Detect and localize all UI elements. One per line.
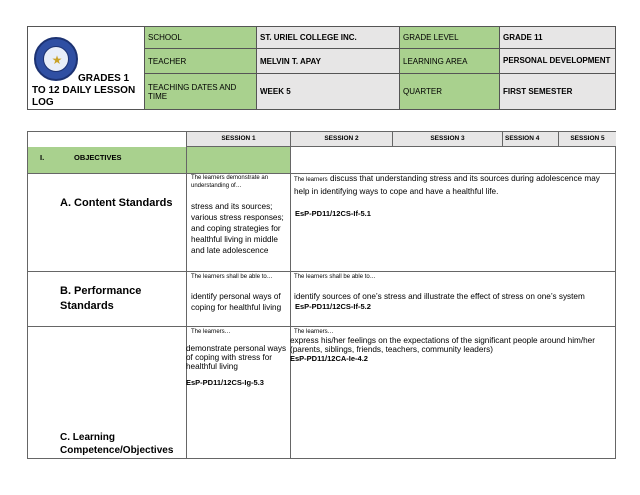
teacher-label: TEACHER <box>145 49 257 74</box>
teaching-dates-label: TEACHING DATES AND TIME <box>145 74 257 109</box>
performance-standards-s1-intro: The learners shall be able to… <box>191 274 273 280</box>
learning-competence-s2-text: express his/her feelings on the expectations of the significant people around him/her (parents, siblings, friends, teachers, community leaders) <box>290 336 595 354</box>
school-value: ST. URIEL COLLEGE INC. <box>257 27 400 49</box>
content-standards-s2-code: EsP-PD11/12CS-If-5.1 <box>295 209 371 218</box>
content-standards-s2-intro: The learners <box>294 177 328 183</box>
daily-lesson-log-title: TO 12 DAILY LESSON LOG <box>32 85 136 108</box>
content-standards-s2-text: discuss that understanding stress and its sources during adolescence may help in identifying ways to cope and have a healthful life. <box>294 174 600 196</box>
learning-competence-label-2: Competence/Objectives <box>60 445 174 456</box>
grid-line <box>28 271 615 272</box>
performance-standards-s1-text: identify personal ways of coping for healthful living <box>191 292 282 312</box>
quarter-value: FIRST SEMESTER <box>500 74 615 109</box>
school-seal-logo <box>34 37 78 81</box>
teaching-dates-value: WEEK 5 <box>257 74 400 109</box>
performance-standards-s2-text: identify sources of one’s stress and illustrate the effect of stress on one’s system <box>294 292 585 301</box>
objectives-number: I. <box>40 153 45 162</box>
session-header-row <box>186 132 616 147</box>
header-table <box>27 26 616 110</box>
learning-competence-s2-code: EsP-PD11/12CA-Ie-4.2 <box>290 354 368 363</box>
learning-competence-s2-intro: The learners… <box>294 329 334 335</box>
objectives-table <box>27 131 616 459</box>
grid-line <box>28 326 615 327</box>
performance-standards-label-2: Standards <box>60 300 114 312</box>
learning-area-label: LEARNING AREA <box>400 49 500 74</box>
learning-competence-s1-intro: The learners… <box>191 329 231 335</box>
content-standards-s1-text: stress and its sources; various stress responses; and coping strategies for healthful living in middle and late adolescence <box>191 202 284 255</box>
learning-competence-label-1: C. Learning <box>60 432 116 443</box>
grade-level-value: GRADE 11 <box>500 27 615 49</box>
learning-area-value: PERSONAL DEVELOPMENT <box>500 49 615 74</box>
seal-star-icon: ★ <box>51 53 63 67</box>
content-standards-s2 <box>294 173 614 197</box>
session-1-header: SESSION 1 <box>186 132 290 146</box>
session-2-header: SESSION 2 <box>290 132 392 146</box>
logo-cell <box>28 27 145 109</box>
grade-level-label: GRADE LEVEL <box>400 27 500 49</box>
session-4-header: SESSION 4 <box>502 132 558 146</box>
performance-standards-label-1: B. Performance <box>60 285 142 297</box>
grid-line <box>186 174 187 458</box>
content-standards-label: A. Content Standards <box>60 197 173 209</box>
session-5-header: SESSION 5 <box>558 132 616 146</box>
content-standards-s1-intro: The learners demonstrate an understanding of… <box>191 175 269 189</box>
performance-standards-s2-intro: The learners shall be able to… <box>294 274 376 280</box>
quarter-label: QUARTER <box>400 74 500 109</box>
objectives-session2-cell <box>290 147 615 173</box>
school-label: SCHOOL <box>145 27 257 49</box>
teacher-value: MELVIN T. APAY <box>257 49 400 74</box>
objectives-label: OBJECTIVES <box>74 153 122 162</box>
grid-line <box>290 174 291 458</box>
session-3-header: SESSION 3 <box>392 132 502 146</box>
learning-competence-s1-text: demonstrate personal ways of coping with stress for healthful living <box>186 344 287 371</box>
grades-label: GRADES 1 <box>78 73 130 84</box>
learning-competence-s1-code: EsP-PD11/12CS-Ig-5.3 <box>186 378 264 387</box>
seal-inner <box>43 46 69 72</box>
objectives-heading-row <box>28 147 615 174</box>
objectives-heading <box>28 147 186 173</box>
performance-standards-s2-code: EsP-PD11/12CS-If-5.2 <box>295 302 371 311</box>
objectives-session1-cell <box>186 147 290 173</box>
